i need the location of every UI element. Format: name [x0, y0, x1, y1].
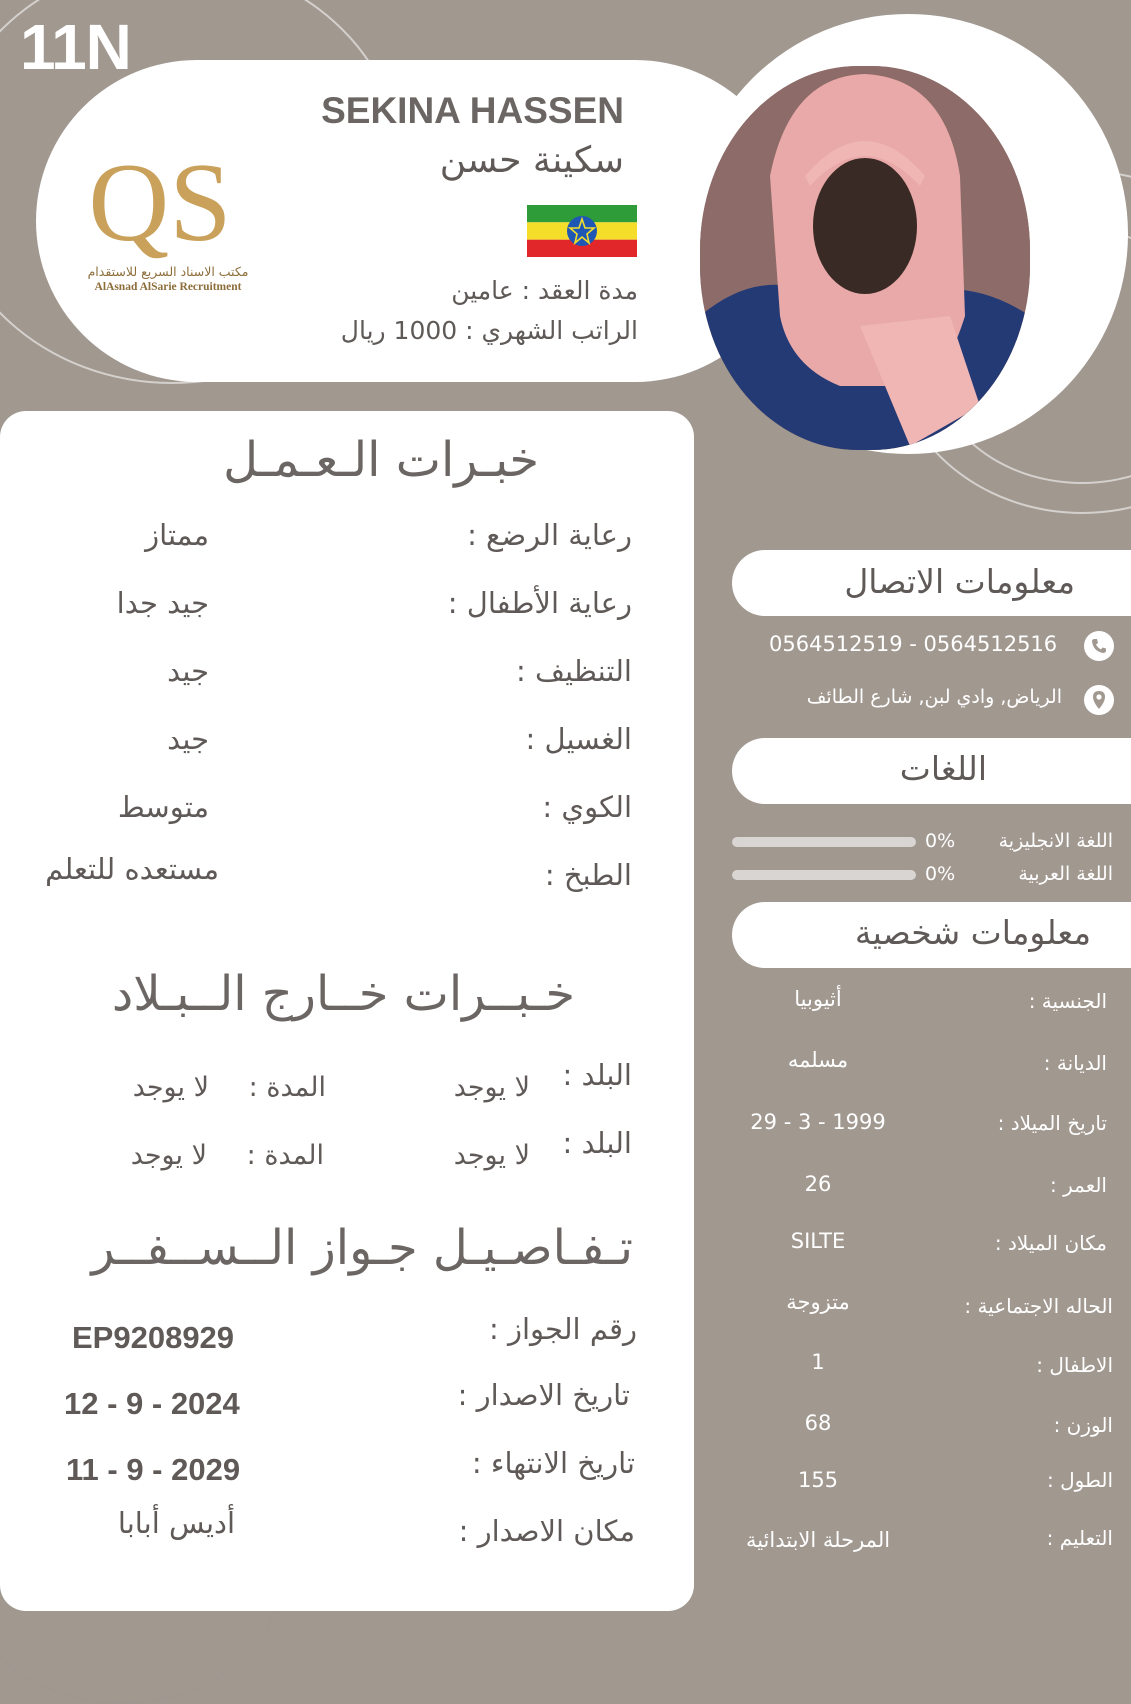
contact-title: معلومات الاتصال: [844, 562, 1075, 601]
personal-row-value: أثيوبيا: [794, 987, 842, 1011]
work-row-value: متوسط: [117, 790, 209, 824]
abroad-country-label: البلد :: [562, 1126, 632, 1160]
abroad-duration-label: المدة :: [246, 1140, 324, 1171]
language-name: اللغة الانجليزية: [998, 830, 1113, 852]
personal-row-label: التعليم :: [1046, 1526, 1113, 1550]
phone-icon: [1084, 631, 1114, 661]
abroad-country-label: البلد :: [562, 1058, 632, 1092]
passport-row-label: تاريخ الاصدار :: [457, 1378, 630, 1412]
ethiopia-flag-icon: [527, 205, 637, 257]
work-row-value: جيد جدا: [116, 586, 209, 620]
abroad-duration-value: لا يوجد: [132, 1072, 209, 1103]
personal-row-label: الاطفال :: [1036, 1353, 1113, 1377]
personal-row-value: 155: [797, 1468, 839, 1492]
personal-row-value: متزوجة: [786, 1290, 850, 1314]
personal-row-label: الديانة :: [1043, 1051, 1107, 1075]
passport-issue-place: أديس أبابا: [117, 1506, 235, 1540]
language-level-bar: [732, 870, 916, 880]
work-row-value: مستعده للتعلم: [45, 852, 219, 886]
passport-row-label: مكان الاصدار :: [458, 1514, 635, 1548]
contract-duration: مدة العقد : عامين: [451, 276, 638, 305]
work-row-value: جيد: [167, 654, 209, 688]
personal-title: معلومات شخصية: [854, 913, 1091, 952]
location-pin-icon: [1084, 685, 1114, 715]
worker-photo: [700, 66, 1030, 450]
language-name: اللغة العربية: [1018, 863, 1113, 885]
language-percent: 0%: [925, 863, 956, 885]
language-level-bar: [732, 837, 916, 847]
personal-row-value: 68: [804, 1411, 832, 1435]
personal-row-value: 1: [811, 1350, 825, 1374]
personal-row-value: مسلمه: [787, 1048, 849, 1072]
agency-name-en: AlAsnad AlSarie Recruitment: [94, 281, 242, 293]
worker-name-ar: سكينة حسن: [439, 140, 624, 181]
logo-mark: QS: [88, 148, 232, 265]
language-percent: 0%: [925, 830, 956, 852]
profile-code: 11N: [20, 11, 131, 83]
personal-row-value: 26: [804, 1172, 832, 1196]
work-row-label: التنظيف :: [516, 654, 632, 688]
work-row-label: رعاية الرضع :: [467, 518, 632, 552]
personal-row-label: الجنسية :: [1028, 989, 1107, 1013]
passport-number: EP9208929: [72, 1320, 235, 1355]
work-row-label: الغسيل :: [525, 722, 632, 756]
personal-row-value: 29 - 3 - 1999: [750, 1110, 886, 1134]
passport-issue-date: 12 - 9 - 2024: [64, 1386, 240, 1421]
monthly-salary: الراتب الشهري : 1000 ريال: [340, 316, 638, 345]
passport-row-label: تاريخ الانتهاء :: [471, 1446, 635, 1480]
work-row-value: جيد: [167, 722, 209, 756]
passport-row-label: رقم الجواز :: [488, 1312, 637, 1346]
personal-row-value: SILTE: [790, 1229, 846, 1253]
personal-row-label: الحاله الاجتماعية :: [964, 1294, 1113, 1318]
work-row-label: الطبخ :: [544, 858, 632, 892]
contact-address: الرياض, وادي لبن, شارع الطائف: [806, 686, 1062, 708]
personal-row-value: المرحلة الابتدائية: [745, 1528, 891, 1552]
work-experience-title: خبـرات الـعـمـل: [223, 432, 539, 488]
work-row-value: ممتاز: [145, 518, 209, 552]
abroad-country-value: لا يوجد: [453, 1140, 530, 1171]
abroad-experience-title: خـبــرات خــارج الــبـلاد: [111, 966, 575, 1022]
abroad-country-value: لا يوجد: [453, 1072, 530, 1103]
personal-row-label: الطول :: [1046, 1468, 1113, 1492]
abroad-duration-value: لا يوجد: [130, 1140, 207, 1171]
work-row-label: رعاية الأطفال :: [447, 586, 632, 620]
personal-row-label: مكان الميلاد :: [994, 1231, 1107, 1255]
contact-phones: 0564512519 - 0564512516: [769, 632, 1058, 656]
personal-row-label: العمر :: [1050, 1173, 1107, 1197]
work-row-label: الكوي :: [542, 790, 632, 824]
languages-title: اللغات: [899, 749, 987, 788]
agency-logo: [60, 148, 260, 298]
worker-name-en: SEKINA HASSEN: [321, 90, 624, 131]
passport-expiry-date: 11 - 9 - 2029: [66, 1452, 241, 1487]
personal-row-label: تاريخ الميلاد :: [997, 1111, 1107, 1135]
personal-row-label: الوزن :: [1053, 1413, 1113, 1437]
abroad-duration-label: المدة :: [248, 1072, 326, 1103]
passport-title: تـفـاصـيـل جـواز الــســفــر: [91, 1220, 633, 1276]
agency-name-ar: مكتب الاسناد السريع للاستقدام: [87, 264, 249, 279]
